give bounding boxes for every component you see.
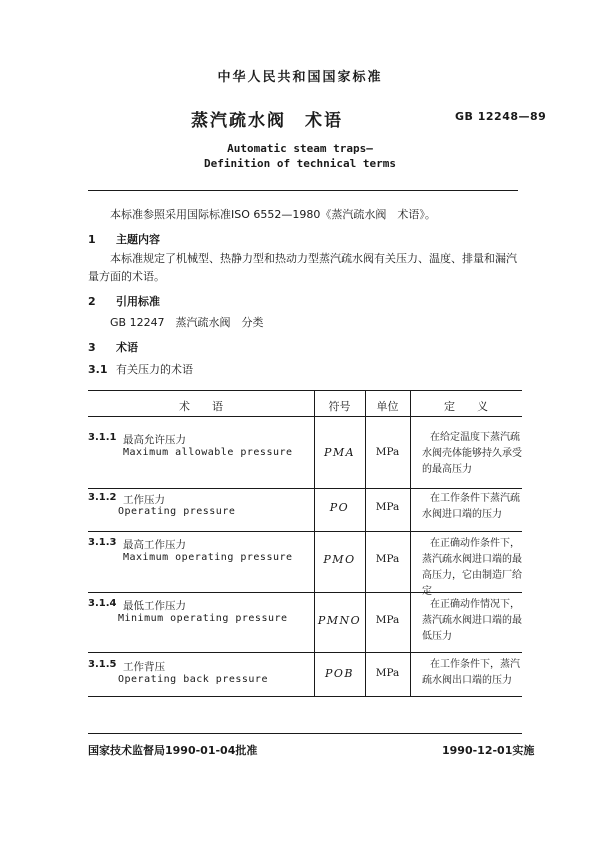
term-symbol: PMA — [323, 446, 356, 459]
term-unit: MPa — [375, 446, 400, 458]
term-english: Maximum allowable pressure — [123, 447, 293, 458]
term-english: Operating pressure — [118, 506, 236, 517]
term-number: 3.1.4 — [88, 598, 117, 609]
header-term: 术 语 — [179, 400, 223, 413]
section-1-text: 本标准规定了机械型、热静力型和热动力型蒸汽疏水阀有关压力、温度、排量和漏汽量方面的术语。 — [88, 252, 517, 283]
term-number: 3.1.1 — [88, 432, 117, 443]
term-unit: MPa — [375, 501, 400, 513]
column-divider — [365, 390, 366, 697]
standard-category: 中华人民共和国国家标准 — [217, 70, 383, 85]
term-unit: MPa — [375, 667, 400, 679]
column-divider — [314, 390, 315, 697]
section-3-number: 3 — [88, 341, 96, 354]
footer-rule — [88, 733, 522, 734]
header-rule — [88, 190, 518, 191]
row-separator — [88, 531, 522, 532]
section-3-1-number: 3.1 — [88, 363, 108, 376]
term-unit: MPa — [375, 553, 400, 565]
term-definition: 在正确动作情况下，蒸汽疏水阀进口端的最低压力 — [422, 599, 522, 642]
table-header-rule — [88, 416, 522, 417]
header-definition: 定 义 — [444, 400, 488, 413]
section-3-title: 术语 — [116, 341, 138, 354]
section-3-1-heading — [88, 361, 193, 377]
term-definition: 在工作条件下，蒸汽疏水阀出口端的压力 — [422, 659, 520, 686]
english-title-line2: Definition of technical terms — [203, 157, 397, 170]
intro-paragraph: 本标准参照采用国际标准ISO 6552—1980《蒸汽疏水阀 术语》。 — [110, 208, 436, 221]
term-chinese: 最低工作压力 — [123, 600, 186, 612]
pressure-terms-table — [88, 390, 522, 697]
section-1-title: 主题内容 — [116, 233, 160, 246]
term-english: Minimum operating pressure — [118, 613, 288, 624]
section-2-number: 2 — [88, 295, 96, 308]
term-symbol: PO — [329, 501, 350, 514]
term-definition: 在正确动作条件下，蒸汽疏水阀进口端的最高压力，它由制造厂给定 — [422, 538, 522, 597]
header-symbol: 符号 — [328, 400, 351, 413]
term-symbol: PMNO — [317, 614, 362, 627]
term-english: Operating back pressure — [118, 674, 268, 685]
column-divider — [410, 390, 411, 697]
term-chinese: 最高允许压力 — [123, 434, 186, 446]
section-3-1-title: 有关压力的术语 — [116, 363, 193, 376]
referenced-standard: GB 12247 蒸汽疏水阀 分类 — [110, 316, 264, 329]
section-1-number: 1 — [88, 233, 96, 246]
standard-code: GB 12248—89 — [455, 110, 547, 123]
section-1-heading — [88, 231, 160, 247]
approval-note: 国家技术监督局1990-01-04批准 — [88, 744, 258, 757]
term-definition: 在工作条件下蒸汽疏水阀进口端的压力 — [422, 493, 520, 520]
header-unit: 单位 — [376, 400, 399, 413]
term-english: Maximum operating pressure — [123, 552, 293, 563]
document-title: 蒸汽疏水阀 术语 — [191, 111, 343, 131]
section-3-heading — [88, 339, 138, 355]
table-top-rule — [88, 390, 522, 391]
row-separator — [88, 652, 522, 653]
english-title-line1: Automatic steam traps— — [227, 142, 373, 155]
section-2-title: 引用标准 — [116, 295, 160, 308]
term-chinese: 最高工作压力 — [123, 539, 186, 551]
term-definition: 在给定温度下蒸汽疏水阀壳体能够持久承受的最高压力 — [422, 432, 522, 475]
term-number: 3.1.5 — [88, 659, 117, 670]
term-chinese: 工作压力 — [123, 494, 165, 506]
row-separator — [88, 488, 522, 489]
section-2-heading — [88, 293, 160, 309]
term-symbol: POB — [324, 667, 354, 680]
term-number: 3.1.2 — [88, 492, 117, 503]
term-number: 3.1.3 — [88, 537, 117, 548]
term-unit: MPa — [375, 614, 400, 626]
implementation-date: 1990-12-01实施 — [442, 744, 535, 757]
term-symbol: PMO — [323, 553, 356, 566]
table-bottom-rule — [88, 696, 522, 697]
term-chinese: 工作背压 — [123, 661, 165, 673]
